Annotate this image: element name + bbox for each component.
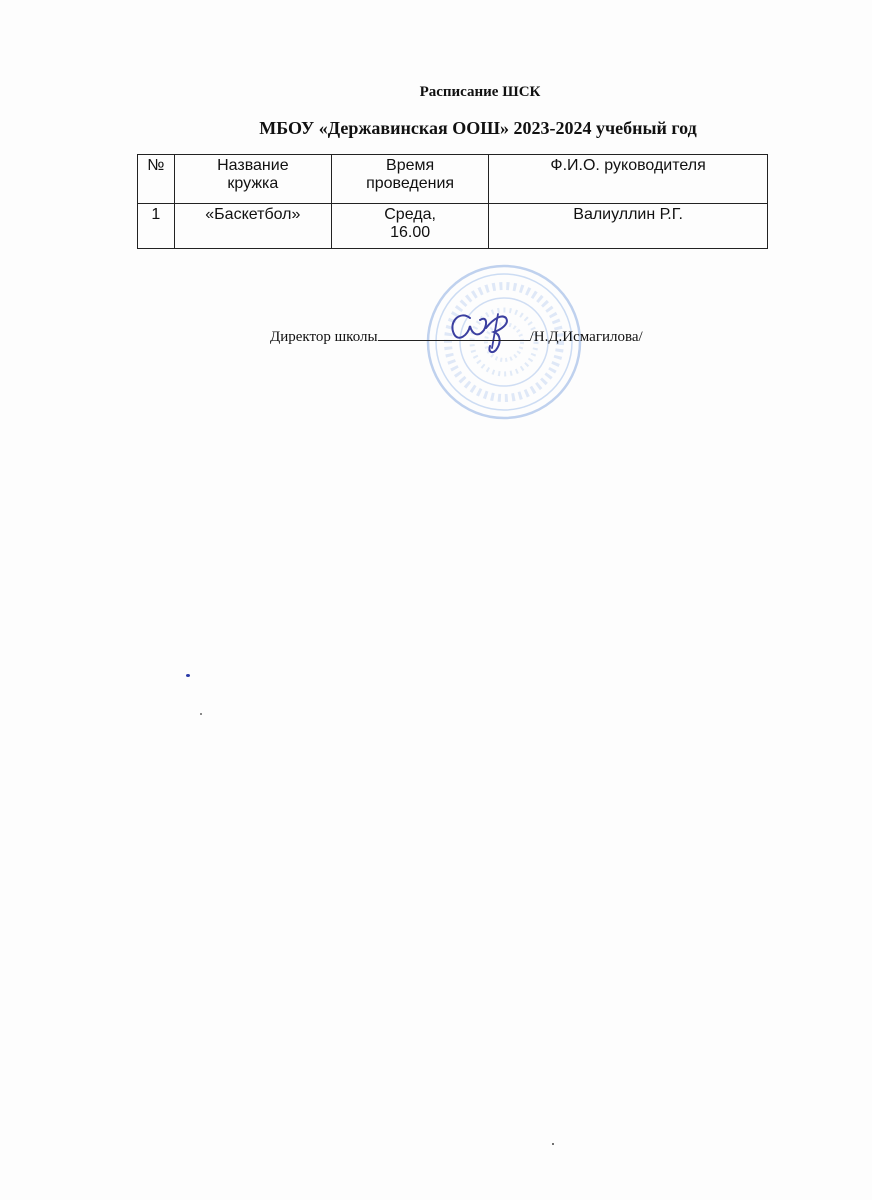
- cell-club-name: «Баскетбол»: [174, 204, 331, 249]
- scan-speck: [186, 674, 190, 677]
- director-label: Директор школы: [270, 329, 378, 345]
- cell-leader: Валиуллин Р.Г.: [489, 204, 768, 249]
- director-name: /Н.Д.Исмагилова/: [529, 329, 643, 345]
- header-club-name: Название кружка: [174, 155, 331, 204]
- signature-blank: [378, 326, 530, 341]
- header-leader: Ф.И.О. руководителя: [489, 155, 768, 204]
- header-number: №: [138, 155, 175, 204]
- director-signature-line: [270, 326, 643, 346]
- cell-number: 1: [138, 204, 175, 249]
- header-time: Время проведения: [332, 155, 489, 204]
- document-title: Расписание ШСК: [419, 84, 541, 100]
- document-subtitle: МБОУ «Державинская ООШ» 2023-2024 учебный год: [259, 118, 697, 138]
- schedule-table: [137, 154, 768, 249]
- table-row: [138, 204, 768, 249]
- scan-speck: [200, 713, 202, 715]
- table-header-row: [138, 155, 768, 204]
- cell-time: Среда, 16.00: [332, 204, 489, 249]
- scan-speck: [552, 1143, 554, 1145]
